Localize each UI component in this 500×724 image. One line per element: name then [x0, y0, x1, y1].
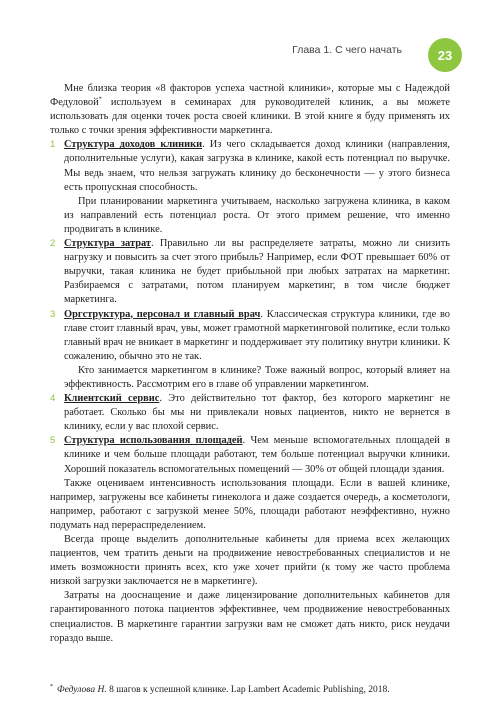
intro-text-cont: используем в семинарах для руководителей клиник, а вы можете использовать для оценки точек роста своей клиники. В этой книге я буду применять их только с точки зрения эффективности маркетинга. [50, 97, 450, 137]
footnote-author: Федулова Н. [57, 685, 107, 696]
list-item-title: Структура доходов клиники [64, 139, 203, 151]
footnote-mark: * [50, 684, 53, 690]
list-item-body: . Из чего складывается доход клиники (направления, дополнительные услуги), какая загрузка в клинике, какой есть потенциал по выручке. Мы ведь знаем, что нельзя загружать клинику до бесконечности — у этого бизнеса есть пропускная способность. [64, 139, 450, 193]
intro-text: Мне близка теория «8 факторов успеха частной клиники», которые мы с Надеждой Федуловой [50, 83, 450, 109]
list-item-title: Оргструктура, персонал и главный врач [64, 308, 261, 320]
list-item [50, 308, 450, 364]
list-item-text [64, 237, 450, 307]
list-item-number: 3 [50, 308, 56, 320]
chapter-header: Глава 1. С чего начать [292, 44, 402, 56]
list-item [50, 434, 450, 476]
list-item-title: Клиентский сервис [64, 393, 160, 405]
list-item [50, 392, 450, 434]
list-item-title: Структура использования площадей [64, 435, 243, 447]
footnote-ref: * [98, 96, 102, 103]
list-item-number: 4 [50, 393, 56, 405]
list-item-title: Структура затрат [64, 238, 151, 250]
list-item-number: 5 [50, 435, 56, 447]
list-item [50, 237, 450, 307]
list-item [50, 138, 450, 194]
body-paragraph: Затраты на дооснащение и даже лицензирование дополнительных кабинетов для гарантированного потока пациентов эффективнее, чем продвижение невостребованных специалистов. В маркетинге гарантии загрузки вам не сможет дать никто, риск неудачи гораздо выше. [50, 590, 450, 644]
list-item-body: . Правильно ли вы распределяете затраты, можно ли снизить нагрузку и повысить за счет этого прибыль? Например, если ФОТ превышает 60% от выручки, такая клиника не будет прибыльной при любых затратах на маркетинг. Разбираемся с затратами, потом планируем маркетинг, в том числе бюджет маркетинга. [64, 238, 450, 306]
footnote-text: 8 шагов к успешной клинике. Lap Lambert Academic Publishing, 2018. [106, 685, 390, 696]
list-item-number: 1 [50, 139, 56, 151]
list-item-text [64, 392, 450, 434]
body-paragraph: Также оцениваем интенсивность использования площади. Если в вашей клинике, например, загружены все кабинеты гинеколога и даже создается очередь, а косметологи, например, работают с загрузкой менее 50%, площади работают неэффективно, нужно подумать над перераспределением. [50, 477, 450, 531]
list-item-sub-paragraph: При планировании маркетинга учитываем, насколько загружена клиника, в каком из направлений есть потенциал роста. От этого примем решение, что именно продвигать в клинике. [64, 195, 450, 235]
list-item-number: 2 [50, 238, 56, 250]
footnote [50, 681, 450, 696]
list-item-sub-paragraph: Кто занимается маркетингом в клинике? Тоже важный вопрос, который влияет на эффективность. Рассмотрим его в главе об управлении маркетингом. [64, 364, 450, 390]
intro-paragraph [50, 82, 450, 138]
page-body [50, 82, 450, 646]
body-paragraph: Всегда проще выделить дополнительные кабинеты для приема всех желающих пациентов, чем тратить деньги на продвижение невостребованных специалистов и не иметь возможности принять всех, кто уже хочет прийти (к тому же часто проблема низкой загрузки заключается не в маркетинге). [50, 534, 450, 588]
list-item-text [64, 138, 450, 194]
list-item-body: . Классическая структура клиники, где во главе стоит главный врач, увы, может грамотной маркетинговой политике, если только главный врач не вникает в маркетинг и поддерживает эту политику внутри клиники. К сожалению, обычно это не так. [64, 308, 451, 362]
list-item-body: . Это действительно тот фактор, без которого маркетинг не работает. Сколько бы мы ни привлекали новых пациентов, никто не вернется в клинику, если у вас плохой сервис. [64, 393, 450, 433]
page-number-badge: 23 [428, 38, 462, 72]
list-item-text [64, 434, 450, 476]
list-item-body: . Чем меньше вспомогательных площадей в клинике и чем больше площади работают, тем больше потенциал выручки клиники. Хороший показатель вспомогательных помещений — 30% от общей площади здания. [64, 435, 451, 475]
list-item-text [64, 308, 450, 364]
